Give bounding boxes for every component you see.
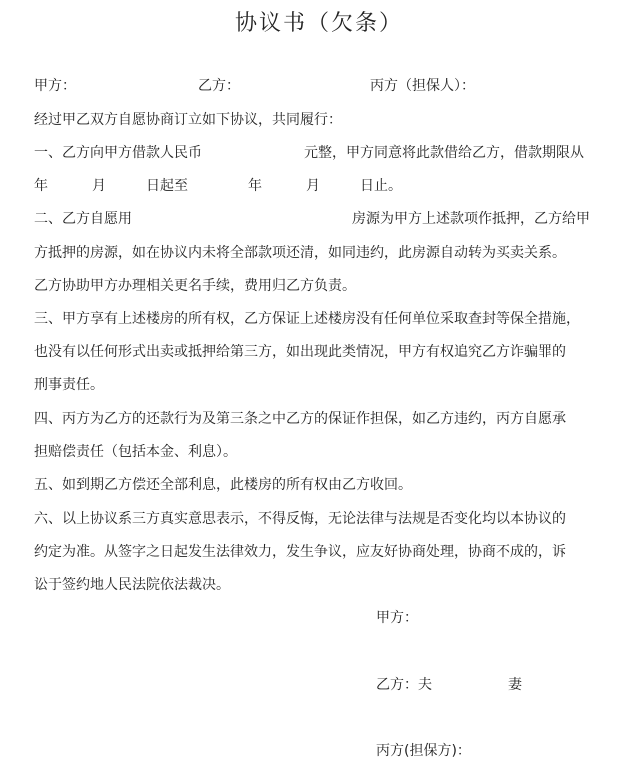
clause2-line2: 方抵押的房源，如在协议内未将全部款项还清，如同违约，此房源自动转为买卖关系。: [34, 245, 566, 261]
clause2-part1: 二、乙方自愿用: [34, 211, 132, 227]
clause4-line1: 四、丙方为乙方的还款行为及第三条之中乙方的保证作担保，如乙方违约，丙方自愿承: [34, 411, 566, 427]
clause2-part2: 房源为甲方上述款项作抵押，乙方给甲: [352, 211, 590, 227]
party-b-label: 乙方：: [198, 78, 240, 94]
clause3-line3: 刑事责任。: [34, 377, 104, 393]
clause1-year2: 年: [248, 178, 262, 194]
clause6-line3: 讼于签约地人民法院依法裁决。: [34, 577, 230, 593]
signature-party-b-wife: 妻: [508, 677, 522, 693]
party-a-label: 甲方：: [34, 78, 76, 94]
clause4-line2: 担赔偿责任（包括本金、利息）。: [34, 444, 237, 460]
clause3-line2: 也没有以任何形式出卖或抵押给第三方，如出现此类情况，甲方有权追究乙方诈骗罪的: [34, 344, 566, 360]
signature-party-c: 丙方(担保方)：: [376, 743, 471, 759]
clause5-line1: 五、如到期乙方偿还全部利息，此楼房的所有权由乙方收回。: [34, 477, 412, 493]
clause6-line1: 六、以上协议系三方真实意思表示，不得反悔，无论法律与法规是否变化均以本协议的: [34, 511, 566, 527]
clause1-part1: 一、乙方向甲方借款人民币: [34, 145, 202, 161]
document-title: 协议书（欠条）: [234, 11, 403, 36]
clause6-line2: 约定为准。从签字之日起发生法律效力，发生争议，应友好协商处理，协商不成的，诉: [34, 544, 566, 560]
clause1-day2: 日止。: [360, 178, 402, 194]
signature-party-a: 甲方：: [376, 610, 418, 626]
clause1-month1: 月: [92, 178, 106, 194]
clause1-year1: 年: [34, 178, 48, 194]
signature-party-b-husband: 乙方：夫: [376, 677, 432, 693]
clause2-line3: 乙方协助甲方办理相关更名手续，费用归乙方负责。: [34, 278, 356, 294]
clause1-day1: 日起至: [146, 178, 188, 194]
clause1-part2: 元整，甲方同意将此款借给乙方，借款期限从: [304, 145, 584, 161]
party-c-label: 丙方（担保人）：: [370, 78, 475, 94]
clause1-month2: 月: [306, 178, 320, 194]
clause3-line1: 三、甲方享有上述楼房的所有权，乙方保证上述楼房没有任何单位采取查封等保全措施，: [34, 311, 580, 327]
intro-text: 经过甲乙双方自愿协商订立如下协议，共同履行：: [34, 112, 342, 128]
